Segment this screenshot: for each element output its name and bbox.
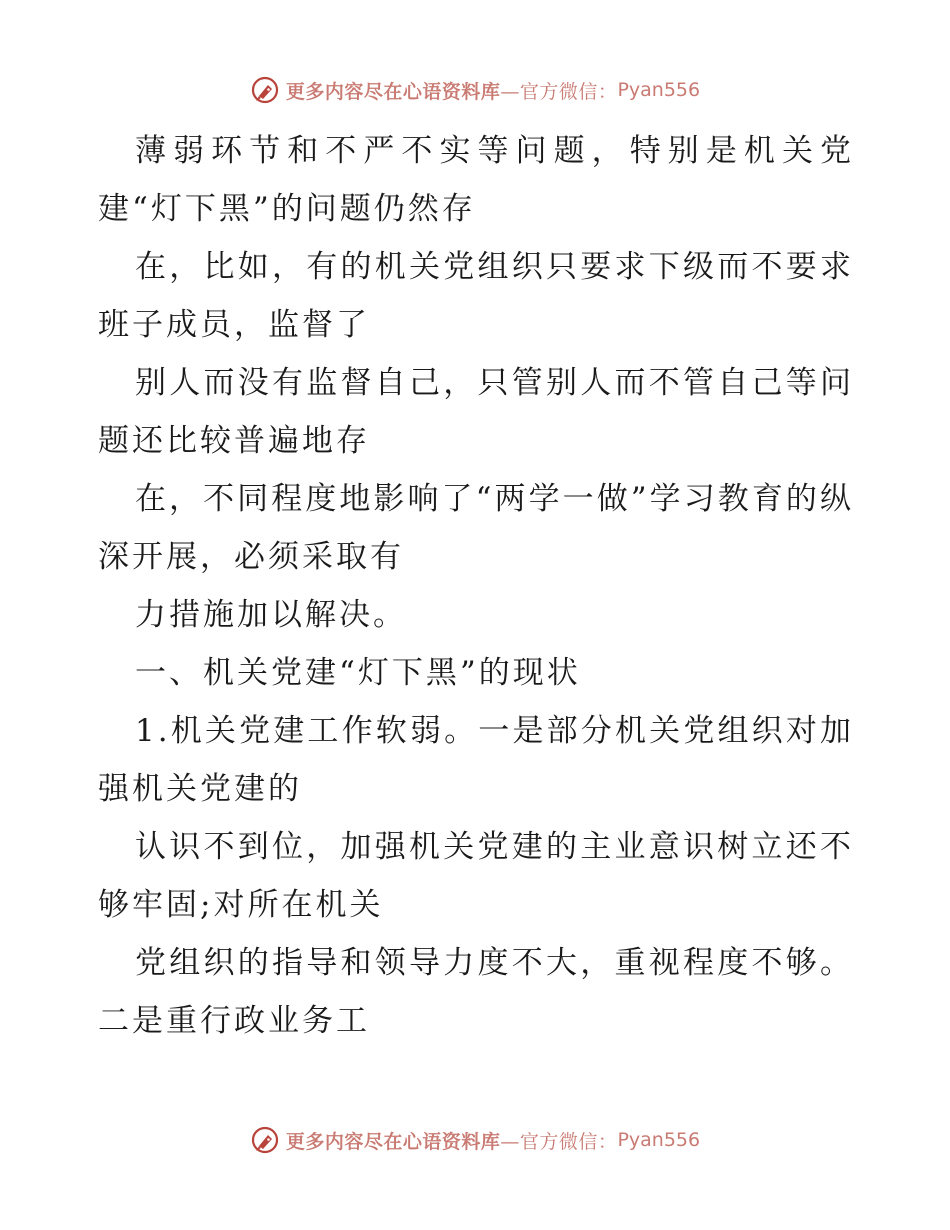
footer-banner bbox=[0, 1120, 950, 1160]
banner-wechat-id: Pyan556 bbox=[617, 79, 701, 101]
banner-slogan: 更多内容尽在心语资料库 bbox=[285, 80, 501, 103]
paragraph: 在，比如，有的机关党组织只要求下级而不要求班子成员，监督了 bbox=[98, 249, 854, 343]
banner-wechat-id: Pyan556 bbox=[617, 1129, 701, 1151]
section-heading: 一、机关党建“灯下黑”的现状 bbox=[135, 655, 581, 691]
banner-slogan: 更多内容尽在心语资料库 bbox=[285, 1130, 501, 1153]
paragraph: 认识不到位，加强机关党建的主业意识树立还不够牢固;对所在机关 bbox=[98, 829, 854, 923]
paragraph: 薄弱环节和不严不实等问题，特别是机关党建“灯下黑”的问题仍然存 bbox=[98, 133, 854, 227]
banner-separator: —官方微信： bbox=[500, 80, 618, 103]
banner-separator: —官方微信： bbox=[500, 1130, 618, 1153]
paragraph: 1.机关党建工作软弱。一是部分机关党组织对加强机关党建的 bbox=[98, 713, 854, 807]
paragraph: 力措施加以解决。 bbox=[135, 597, 407, 633]
pen-nib-logo-icon bbox=[250, 75, 280, 105]
header-banner bbox=[0, 70, 950, 110]
paragraph: 党组织的指导和领导力度不大，重视程度不够。二是重行政业务工 bbox=[98, 945, 854, 1039]
paragraph: 在，不同程度地影响了“两学一做”学习教育的纵深开展，必须采取有 bbox=[98, 481, 854, 575]
document-body bbox=[98, 122, 854, 1050]
pen-nib-logo-icon bbox=[250, 1125, 280, 1155]
paragraph: 别人而没有监督自己，只管别人而不管自己等问题还比较普遍地存 bbox=[98, 365, 854, 459]
